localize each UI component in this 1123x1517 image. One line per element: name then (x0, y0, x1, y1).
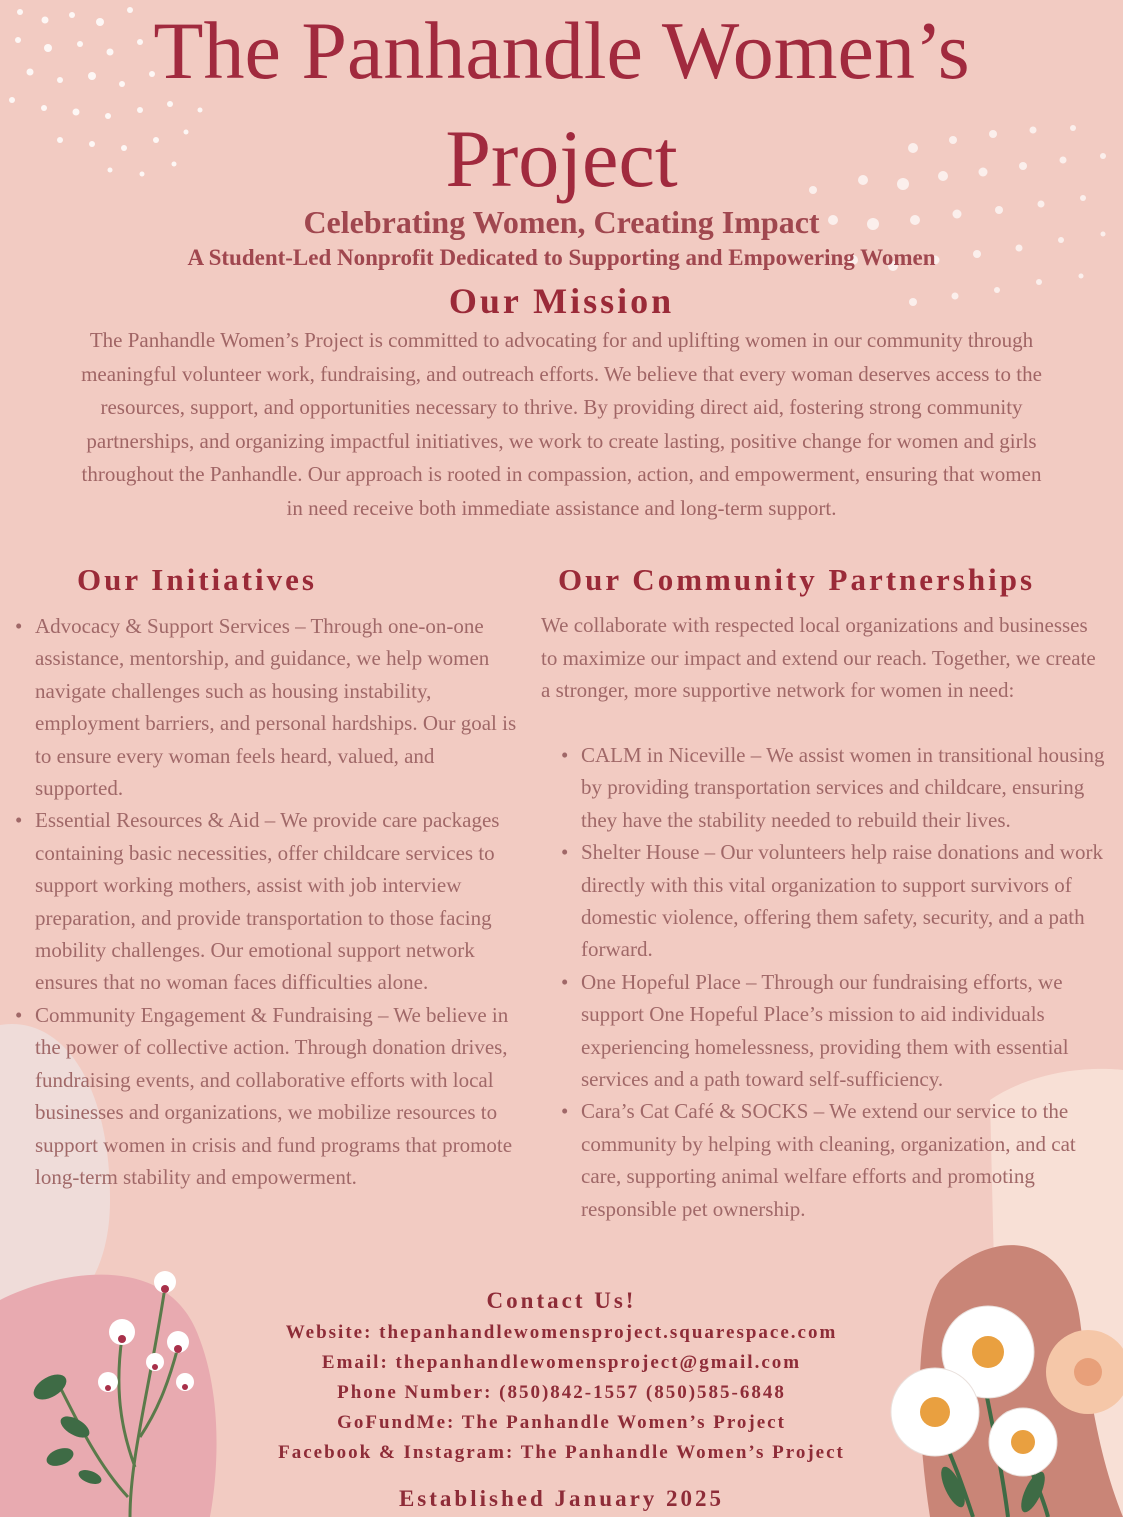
contact-heading: Contact Us! (486, 1288, 637, 1313)
contact-email[interactable]: Email: thepanhandlewomensproject@gmail.com (321, 1352, 802, 1373)
initiatives-heading: Our Initiatives (77, 562, 317, 597)
contact-website[interactable]: Website: thepanhandlewomensproject.squarespace.com (285, 1322, 838, 1343)
list-item: • Community Engagement & Fundraising – We believe in the power of collective action. Through donation drives, fundraising events, and collaborative efforts with local businesses and organizations, we mobilize resources to support women in crisis and fund programs that promote long-term stability and empowerment. (35, 999, 525, 1193)
page-title-line2: Project (445, 113, 678, 204)
list-item: • Cara’s Cat Café & SOCKS – We extend our service to the community by helping with cleaning, organization, and cat care, supporting animal welfare efforts and promoting responsible pet ownership. (581, 1095, 1116, 1225)
subtagline: A Student-Led Nonprofit Dedicated to Supporting and Empowering Women (187, 245, 936, 270)
mission-body: The Panhandle Women’s Project is committed to advocating for and uplifting women in our community through meaningful volunteer work, fundraising, and outreach efforts. We believe that every woman deserves access to the resources, support, and opportunities necessary to thrive. By providing direct aid, fostering strong community partnerships, and organizing impactful initiatives, we work to create lasting, positive change for women and girls throughout the Panhandle. Our approach is rooted in compassion, action, and empowerment, ensuring that women in need receive both immediate assistance and long-term support. (81, 328, 1042, 520)
list-item: • Advocacy & Support Services – Through one-on-one assistance, mentorship, and guidance, we help women navigate challenges such as housing instability, employment barriers, and personal hardships. Our goal is to ensure every woman feels heard, valued, and supported. (35, 610, 525, 804)
initiatives-list (35, 610, 525, 1193)
page-title-line1: The Panhandle Women’s (153, 5, 970, 96)
contact-gofundme: GoFundMe: The Panhandle Women’s Project (337, 1412, 786, 1433)
partnerships-intro: We collaborate with respected local organizations and businesses to maximize our impact and extend our reach. Together, we create a stronger, more supportive network for women in need: (541, 613, 1096, 703)
list-item: • One Hopeful Place – Through our fundraising efforts, we support One Hopeful Place’s mission to aid individuals experiencing homelessness, providing them with essential services and a path toward self-sufficiency. (581, 966, 1116, 1096)
list-item: • Shelter House – Our volunteers help raise donations and work directly with this vital organization to support survivors of domestic violence, offering them safety, security, and a path forward. (581, 836, 1116, 966)
tagline: Celebrating Women, Creating Impact (303, 204, 820, 240)
list-item: • CALM in Niceville – We assist women in transitional housing by providing transportation services and childcare, ensuring they have the stability needed to rebuild their lives. (581, 739, 1116, 836)
partnerships-list (581, 739, 1116, 1225)
mission-heading: Our Mission (448, 281, 675, 321)
list-item: • Essential Resources & Aid – We provide care packages containing basic necessities, offer childcare services to support working mothers, assist with job interview preparation, and provide transportation to those facing mobility challenges. Our emotional support network ensures that no woman faces difficulties alone. (35, 804, 525, 998)
contact-social: Facebook & Instagram: The Panhandle Women’s Project (278, 1442, 845, 1463)
contact-phone: Phone Number: (850)842-1557 (850)585-6848 (337, 1382, 786, 1403)
partnerships-heading: Our Community Partnerships (558, 562, 1036, 597)
established-date: Established January 2025 (398, 1486, 725, 1511)
